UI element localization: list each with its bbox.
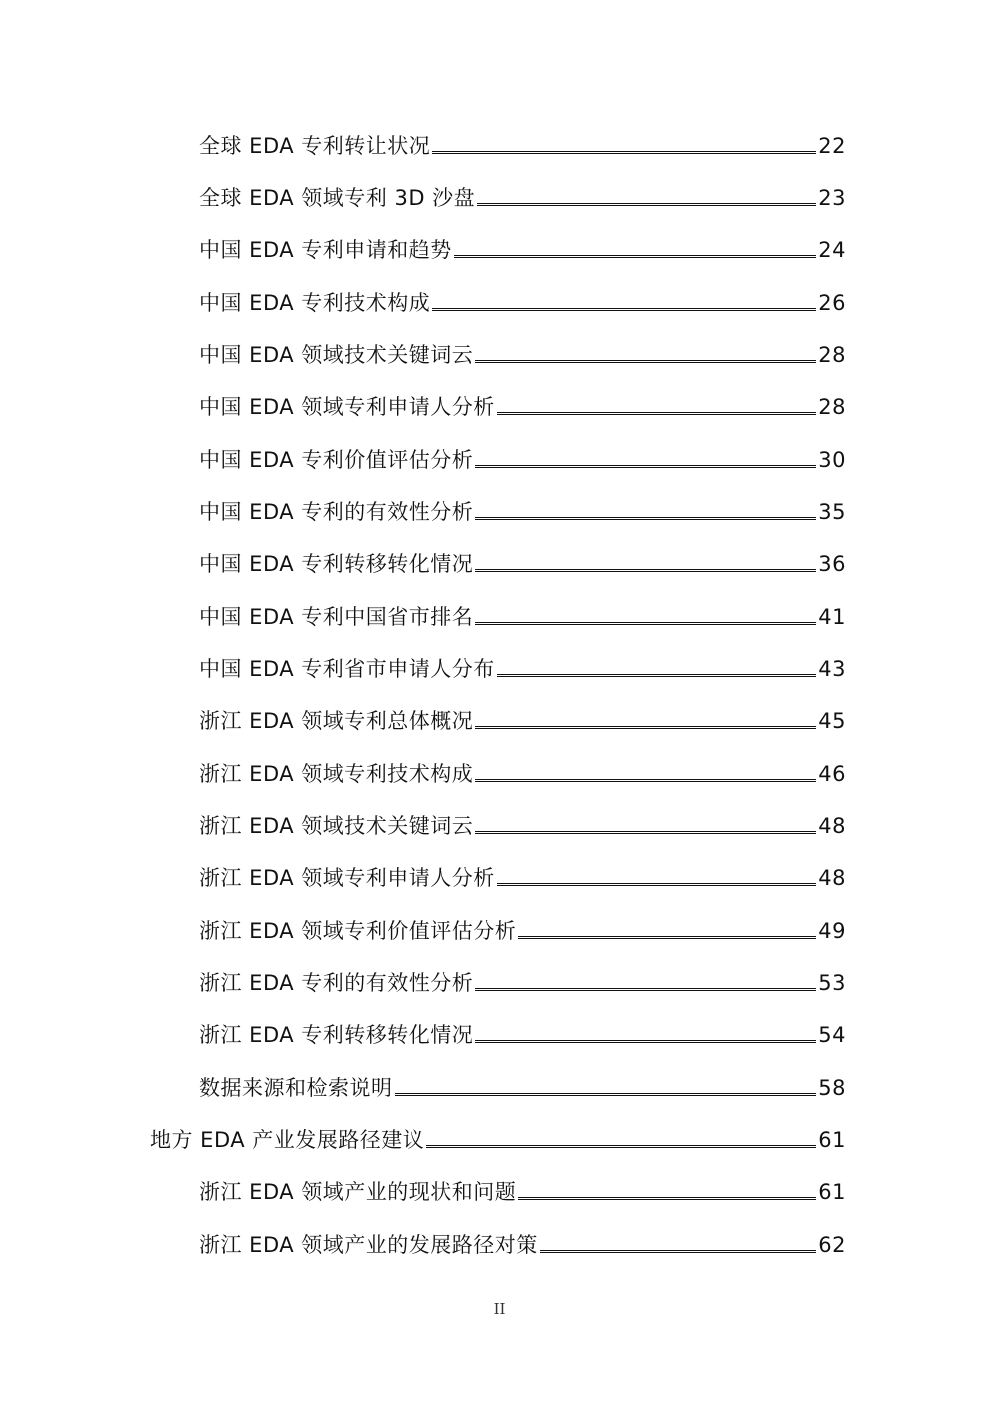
toc-entry-title: 数据来源和检索说明 [199,1076,393,1100]
toc-entry[interactable] [199,538,846,578]
toc-entry-page: 48 [818,866,846,890]
toc-leader-line [518,1197,816,1200]
toc-entry[interactable] [199,695,846,735]
toc-entry-page: 28 [818,343,846,367]
toc-entry-title: 中国 EDA 专利的有效性分析 [199,500,474,524]
toc-entry-page: 30 [818,448,846,472]
toc-leader-line [395,1093,817,1096]
toc-leader-line [475,779,816,782]
toc-entry[interactable] [199,852,846,892]
toc-entry-title: 中国 EDA 专利省市申请人分布 [199,657,495,681]
toc-entry[interactable] [199,591,846,631]
toc-entry-page: 54 [818,1023,846,1047]
toc-entry[interactable] [199,1009,846,1049]
toc-entry[interactable] [199,1166,846,1206]
toc-entry-page: 61 [818,1128,846,1152]
toc-entry[interactable] [199,643,846,683]
toc-entry[interactable] [199,434,846,474]
toc-entry[interactable] [199,957,846,997]
toc-entry-title: 全球 EDA 专利转让状况 [199,134,431,158]
toc-leader-line [475,360,816,363]
toc-leader-line [475,831,816,834]
toc-entry-page: 36 [818,552,846,576]
toc-entry[interactable] [199,905,846,945]
toc-entry[interactable] [199,224,846,264]
toc-leader-line [497,883,816,886]
toc-entry[interactable] [199,486,846,526]
toc-entry-title: 全球 EDA 领域专利 3D 沙盘 [199,186,476,210]
toc-entry-page: 49 [818,919,846,943]
toc-entry[interactable] [199,120,846,160]
toc-entry-title: 浙江 EDA 领域产业的发展路径对策 [199,1233,538,1257]
toc-leader-line [475,569,816,572]
toc-entry[interactable] [199,277,846,317]
toc-entry-title: 中国 EDA 领域技术关键词云 [199,343,474,367]
toc-leader-line [426,1145,816,1148]
toc-leader-line [432,308,816,311]
toc-entry-title: 中国 EDA 专利转移转化情况 [199,552,474,576]
toc-leader-line [497,412,816,415]
toc-entry-title: 浙江 EDA 领域专利总体概况 [199,709,474,733]
toc-entry-title: 中国 EDA 专利价值评估分析 [199,448,474,472]
toc-entry[interactable] [199,172,846,212]
toc-entry-title: 中国 EDA 专利申请和趋势 [199,238,452,262]
toc-entry-title: 浙江 EDA 领域技术关键词云 [199,814,474,838]
toc-entry-page: 26 [818,291,846,315]
toc-entry-page: 23 [818,186,846,210]
toc-entry-title: 浙江 EDA 领域专利申请人分析 [199,866,495,890]
toc-entry[interactable] [199,800,846,840]
toc-leader-line [432,151,816,154]
toc-entry[interactable] [199,1062,846,1102]
toc-leader-line [477,203,816,206]
toc-entry[interactable] [199,329,846,369]
toc-entry-page: 35 [818,500,846,524]
toc-entry-page: 22 [818,134,846,158]
toc-leader-line [454,255,816,258]
toc-leader-line [518,936,816,939]
toc-leader-line [497,674,816,677]
toc-entry-title: 中国 EDA 专利技术构成 [199,291,431,315]
toc-entry-page: 53 [818,971,846,995]
toc-leader-line [475,517,816,520]
toc-entry-title: 浙江 EDA 专利转移转化情况 [199,1023,474,1047]
toc-entry-chapter[interactable] [150,1114,846,1154]
toc-leader-line [475,622,816,625]
toc-entry-page: 48 [818,814,846,838]
toc-entry-title: 浙江 EDA 领域专利价值评估分析 [199,919,517,943]
toc-entry-page: 43 [818,657,846,681]
toc-entry-page: 61 [818,1180,846,1204]
toc-entry-page: 58 [818,1076,846,1100]
toc-entry-title: 浙江 EDA 专利的有效性分析 [199,971,474,995]
toc-entry[interactable] [199,748,846,788]
page-number: II [493,1300,506,1318]
toc-entry-page: 24 [818,238,846,262]
toc-entry-page: 28 [818,395,846,419]
toc-entry-title: 浙江 EDA 领域专利技术构成 [199,762,474,786]
toc-entry-page: 62 [818,1233,846,1257]
toc-leader-line [475,726,816,729]
toc-entry[interactable] [199,381,846,421]
toc-entry-page: 45 [818,709,846,733]
toc-entry-page: 41 [818,605,846,629]
toc-leader-line [475,1040,816,1043]
toc-leader-line [540,1250,816,1253]
toc-leader-line [475,988,816,991]
toc-entry-title: 中国 EDA 专利中国省市排名 [199,605,474,629]
toc-entry-page: 46 [818,762,846,786]
toc-entry-title: 中国 EDA 领域专利申请人分析 [199,395,495,419]
toc-leader-line [475,465,816,468]
toc-entry-title: 浙江 EDA 领域产业的现状和问题 [199,1180,517,1204]
toc-entry-title: 地方 EDA 产业发展路径建议 [150,1128,425,1152]
toc-entry[interactable] [199,1219,846,1259]
